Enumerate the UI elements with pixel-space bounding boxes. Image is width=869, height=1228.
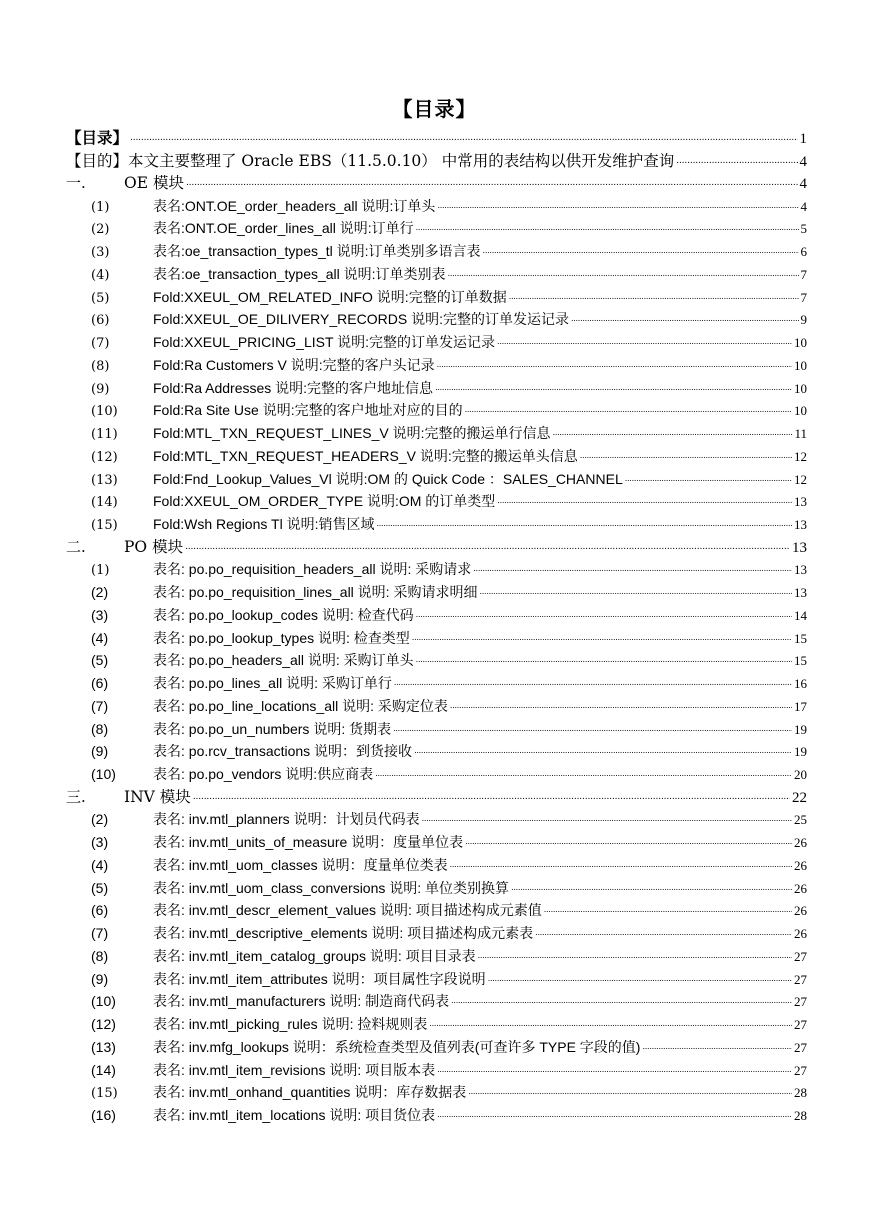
- toc-entry-number: (9): [91, 743, 109, 760]
- page-title: 【目录】: [392, 97, 477, 121]
- toc-entry-number: (4): [91, 856, 109, 873]
- toc-page-number: 16: [794, 676, 807, 691]
- toc-dot-leader: [483, 248, 799, 254]
- toc-dot-leader: [450, 862, 792, 868]
- toc-page-number: 19: [794, 744, 807, 760]
- toc-page-number: 25: [794, 812, 807, 828]
- toc-entry-number: (8): [91, 947, 109, 964]
- toc-page-number: 13: [794, 585, 807, 600]
- toc-entry-label: 表名: po.po_lines_all 说明: 采购订单行: [153, 675, 392, 691]
- toc-page-number: 5: [800, 221, 807, 237]
- toc-entry-label: 表名: po.po_un_numbers 说明: 货期表: [153, 720, 392, 737]
- toc-subentry[interactable]: [66, 627, 807, 650]
- toc-page-number: 28: [794, 1085, 807, 1101]
- toc-subentry[interactable]: [66, 968, 807, 991]
- toc-subentry[interactable]: [66, 695, 807, 718]
- toc-dot-leader: [448, 271, 799, 277]
- toc-page-number: 19: [794, 721, 807, 737]
- toc-entry-number: (2): [91, 222, 110, 238]
- toc-entry-number: (2): [91, 584, 109, 600]
- toc-page-number: 10: [794, 403, 807, 419]
- toc-dot-leader: [465, 839, 792, 845]
- toc-page-number: 6: [800, 244, 807, 259]
- toc-entry-label: 表名:oe_transaction_types_all 说明:订单类别表: [153, 265, 446, 282]
- toc-dot-leader: [437, 362, 792, 368]
- toc-dot-leader: [511, 885, 792, 891]
- toc-subentry[interactable]: [66, 604, 807, 627]
- toc-entry-number: (6): [91, 313, 110, 329]
- toc-dot-leader: [478, 953, 792, 959]
- toc-entry-label: 表名: po.po_lookup_codes 说明: 检查代码: [153, 606, 414, 623]
- toc-subentry[interactable]: [66, 854, 807, 877]
- toc-entry-label: Fold:Ra Site Use 说明:完整的客户地址对应的目的: [153, 402, 463, 419]
- toc-page-number: 27: [794, 971, 807, 987]
- toc-dot-leader: [394, 680, 792, 686]
- toc-subentry[interactable]: [66, 1059, 807, 1082]
- toc-entry-label: 表名: inv.mtl_uom_class_conversions 说明: 单位类别换算: [153, 879, 510, 896]
- toc-entry-label: 表名: po.po_requisition_headers_all 说明: 采购请求: [153, 561, 472, 578]
- toc-entry-number: (9): [91, 970, 109, 987]
- toc-dot-leader: [676, 158, 797, 164]
- toc-subentry[interactable]: [66, 1036, 807, 1059]
- toc-entry-number: (3): [91, 834, 109, 850]
- toc-dot-leader: [580, 453, 792, 459]
- toc-subentry[interactable]: [66, 286, 807, 309]
- toc-entry-number: (8): [91, 358, 110, 374]
- toc-entry-label: 表名: po.rcv_transactions 说明：到货接收: [153, 743, 413, 760]
- toc-subentry[interactable]: [66, 240, 807, 263]
- toc-dot-leader: [437, 1067, 792, 1073]
- toc-subentry[interactable]: [66, 308, 807, 331]
- toc-page-number: 12: [794, 471, 807, 487]
- toc-subentry[interactable]: [66, 740, 807, 763]
- toc-subentry[interactable]: [66, 1104, 807, 1127]
- toc-entry-number: (5): [91, 652, 109, 669]
- toc-entry-label: 表名: inv.mtl_descr_element_values 说明: 项目描述构成元素值: [153, 902, 542, 919]
- toc-page-number: 28: [794, 1108, 807, 1123]
- toc-entry-label: Fold:MTL_TXN_REQUEST_HEADERS_V 说明:完整的搬运单头信息: [153, 447, 578, 464]
- toc-dot-leader: [571, 316, 799, 322]
- toc-page-number: 27: [794, 1017, 807, 1032]
- toc-entry-number: (4): [91, 629, 109, 646]
- toc-dot-leader: [393, 726, 792, 732]
- toc-subentry[interactable]: [66, 718, 807, 741]
- toc-dot-leader: [130, 135, 797, 141]
- toc-dot-leader: [553, 430, 793, 436]
- toc-subentry[interactable]: [66, 354, 807, 377]
- toc-entry-label: 表名: po.po_requisition_lines_all 说明: 采购请求明细: [153, 584, 478, 600]
- toc-section-entry[interactable]: [66, 536, 807, 559]
- toc-entry-number: (16): [91, 1107, 116, 1123]
- toc-subentry[interactable]: [66, 1081, 807, 1104]
- toc-dot-leader: [416, 225, 799, 231]
- toc-entry-label: INV 模块: [124, 787, 191, 806]
- toc-page-number: 4: [800, 198, 807, 214]
- toc-entry-number: (7): [91, 336, 110, 351]
- toc-entry-number: (8): [91, 720, 109, 737]
- toc-subentry[interactable]: [66, 945, 807, 968]
- toc-entry-label: 表名:oe_transaction_types_tl 说明:订单类别多语言表: [153, 243, 481, 259]
- toc-entry-number: (9): [91, 381, 110, 397]
- toc-page-number: 12: [794, 448, 807, 464]
- toc-entry-number: (14): [91, 1061, 116, 1078]
- toc-dot-leader: [422, 816, 792, 822]
- toc-dot-leader: [642, 1044, 792, 1050]
- toc-page-number: 7: [800, 289, 807, 305]
- toc-subentry[interactable]: [66, 672, 807, 695]
- toc-entry-number: (10): [91, 993, 116, 1010]
- toc-entry-label: 表名: po.po_lookup_types 说明: 检查类型: [153, 629, 410, 646]
- toc-entry-number: (10): [91, 404, 118, 420]
- toc-subentry[interactable]: [66, 808, 807, 831]
- toc-dot-leader: [473, 566, 792, 572]
- toc-page-number: 13: [794, 517, 807, 532]
- toc-entry-number: (3): [91, 245, 110, 260]
- toc-subentry[interactable]: [66, 763, 807, 786]
- toc-entry-label: 【目的】本文主要整理了 Oracle EBS（11.5.0.10） 中常用的表结构以供开发维护查询: [66, 151, 675, 170]
- toc-subentry[interactable]: [66, 445, 807, 468]
- toc-entry-number: (11): [91, 427, 118, 442]
- toc-subentry[interactable]: [66, 377, 807, 400]
- toc-entry-label: 表名: inv.mtl_item_revisions 说明: 项目版本表: [153, 1061, 436, 1078]
- toc-page-number: 15: [794, 653, 807, 669]
- toc-subentry[interactable]: [66, 831, 807, 854]
- toc-section-entry[interactable]: [66, 786, 807, 809]
- toc-subentry[interactable]: [66, 990, 807, 1013]
- toc-page-number: 15: [794, 630, 807, 646]
- toc-page-number: 27: [794, 1039, 807, 1055]
- toc-dot-leader: [437, 203, 798, 209]
- toc-page-number: 11: [794, 426, 807, 441]
- toc-entry-number: (6): [91, 675, 109, 691]
- toc-page-number: 13: [794, 562, 807, 578]
- toc-subentry[interactable]: [66, 649, 807, 672]
- toc-entry-label: 表名: inv.mfg_lookups 说明：系统检查类型及值列表(可查许多 TYPE 字段的值): [153, 1038, 641, 1055]
- toc-subentry[interactable]: [66, 490, 807, 513]
- toc-section-entry[interactable]: [66, 127, 807, 150]
- toc-subentry[interactable]: [66, 217, 807, 240]
- toc-dot-leader: [414, 748, 792, 754]
- toc-subentry[interactable]: [66, 263, 807, 286]
- toc-page-number: 4: [799, 176, 807, 192]
- toc-page-number: 10: [794, 380, 807, 396]
- toc-entry-number: (12): [91, 1016, 116, 1032]
- toc-dot-leader: [468, 1089, 792, 1095]
- toc-subentry[interactable]: [66, 899, 807, 922]
- toc-page-number: 26: [794, 903, 807, 919]
- toc-entry-number: 二.: [66, 537, 86, 556]
- toc-entry-label: PO 模块: [124, 537, 184, 556]
- toc-entry-label: 表名: inv.mtl_item_catalog_groups 说明: 项目目录表: [153, 947, 476, 964]
- toc-page-number: 26: [794, 926, 807, 941]
- toc-entry-label: OE 模块: [124, 174, 184, 192]
- toc-dot-leader: [451, 998, 792, 1004]
- toc-page-number: 20: [794, 767, 807, 782]
- toc-subentry[interactable]: [66, 399, 807, 422]
- toc-dot-leader: [450, 703, 792, 709]
- toc-entry-label: Fold:Ra Customers V 说明:完整的客户头记录: [153, 356, 435, 373]
- toc-subentry[interactable]: [66, 1013, 807, 1036]
- toc-entry-number: (4): [91, 267, 110, 283]
- toc-dot-leader: [479, 589, 792, 595]
- toc-entry-number: (14): [91, 495, 118, 511]
- toc-entry-label: 表名: inv.mtl_units_of_measure 说明：度量单位表: [153, 834, 464, 850]
- toc-entry-number: (7): [91, 925, 109, 941]
- toc-entry-number: (15): [91, 518, 118, 533]
- toc-subentry[interactable]: [66, 468, 807, 491]
- toc-subentry[interactable]: [66, 581, 807, 604]
- toc-entry-number: (6): [91, 902, 109, 919]
- toc-entry-label: 表名: inv.mtl_manufacturers 说明: 制造商代码表: [153, 993, 450, 1010]
- toc-entry-label: 表名: inv.mtl_picking_rules 说明: 捡料规则表: [153, 1016, 428, 1032]
- toc-entry-number: 一.: [66, 174, 86, 192]
- toc-page-number: 14: [794, 607, 807, 623]
- toc-entry-label: 【目录】: [66, 128, 129, 147]
- toc-entry-label: Fold:Ra Addresses 说明:完整的客户地址信息: [153, 379, 434, 396]
- table-of-contents: [66, 127, 807, 1127]
- toc-entry-label: 表名: inv.mtl_onhand_quantities 说明：库存数据表: [153, 1084, 467, 1101]
- toc-page-number: 1: [799, 131, 807, 147]
- toc-section-entry[interactable]: [66, 150, 807, 173]
- toc-dot-leader: [193, 794, 790, 800]
- toc-subentry[interactable]: [66, 331, 807, 354]
- toc-entry-label: 表名: inv.mtl_item_attributes 说明：项目属性字段说明: [153, 970, 486, 987]
- toc-entry-number: (12): [91, 449, 118, 465]
- toc-entry-number: (13): [91, 1038, 116, 1055]
- toc-dot-leader: [185, 544, 790, 550]
- toc-dot-leader: [376, 521, 792, 527]
- toc-entry-label: Fold:XXEUL_OM_ORDER_TYPE 说明:OM 的订单类型: [153, 493, 496, 510]
- toc-dot-leader: [497, 498, 792, 504]
- toc-entry-label: Fold:Fnd_Lookup_Values_Vl 说明:OM 的 Quick Code ：SALES_CHANNEL: [153, 470, 623, 487]
- toc-dot-leader: [437, 1112, 792, 1118]
- toc-subentry[interactable]: [66, 422, 807, 445]
- toc-entry-label: Fold:MTL_TXN_REQUEST_LINES_V 说明:完整的搬运单行信息: [153, 425, 551, 441]
- toc-page-number: 13: [794, 494, 807, 510]
- toc-entry-label: Fold:XXEUL_OM_RELATED_INFO 说明:完整的订单数据: [153, 288, 507, 305]
- toc-entry-number: (5): [91, 290, 110, 306]
- toc-entry-label: Fold:XXEUL_OE_DILIVERY_RECORDS 说明:完整的订单发运记录: [153, 311, 569, 328]
- toc-dot-leader: [535, 930, 792, 936]
- toc-page-number: 13: [792, 539, 807, 556]
- toc-page-number: 27: [794, 1062, 807, 1078]
- toc-dot-leader: [416, 612, 792, 618]
- toc-entry-number: (15): [91, 1086, 118, 1102]
- toc-dot-leader: [488, 976, 792, 982]
- toc-page-number: 9: [800, 312, 807, 328]
- toc-entry-label: 表名: inv.mtl_descriptive_elements 说明: 项目描述构成元素表: [153, 925, 534, 941]
- toc-entry-label: 表名: inv.mtl_planners 说明：计划员代码表: [153, 811, 420, 828]
- toc-entry-label: 表名: inv.mtl_item_locations 说明: 项目货位表: [153, 1107, 436, 1123]
- toc-dot-leader: [497, 339, 792, 345]
- toc-page-number: 26: [794, 857, 807, 873]
- toc-dot-leader: [186, 180, 798, 186]
- toc-entry-number: (2): [91, 811, 109, 828]
- toc-subentry[interactable]: [66, 922, 807, 945]
- toc-entry-number: (7): [91, 697, 109, 714]
- toc-dot-leader: [465, 407, 792, 413]
- toc-section-entry[interactable]: [66, 172, 807, 195]
- toc-entry-number: (5): [91, 879, 109, 896]
- toc-page-number: 17: [794, 698, 807, 714]
- toc-entry-label: 表名:ONT.OE_order_headers_all 说明:订单头: [153, 197, 436, 214]
- toc-subentry[interactable]: [66, 195, 807, 218]
- toc-page-number: 7: [800, 266, 807, 282]
- toc-entry-label: 表名: po.po_headers_all 说明: 采购订单头: [153, 652, 414, 669]
- toc-entry-label: Fold:Wsh Regions Tl 说明:销售区域: [153, 516, 375, 532]
- toc-dot-leader: [625, 476, 792, 482]
- toc-page-number: 22: [792, 789, 807, 806]
- toc-page-number: 27: [794, 948, 807, 964]
- toc-dot-leader: [375, 771, 792, 777]
- toc-entry-number: (13): [91, 472, 118, 488]
- toc-entry-number: (1): [91, 563, 110, 579]
- toc-dot-leader: [412, 635, 792, 641]
- toc-entry-label: 表名: po.po_vendors 说明:供应商表: [153, 766, 374, 782]
- toc-page-number: 26: [794, 880, 807, 896]
- toc-dot-leader: [509, 294, 799, 300]
- toc-page-number: 10: [794, 357, 807, 373]
- toc-entry-number: 三.: [66, 787, 86, 806]
- toc-page-number: 4: [799, 153, 807, 170]
- toc-page-number: 27: [794, 994, 807, 1010]
- toc-entry-label: 表名:ONT.OE_order_lines_all 说明:订单行: [153, 220, 414, 237]
- toc-entry-label: Fold:XXEUL_PRICING_LIST 说明:完整的订单发运记录: [153, 334, 496, 350]
- toc-entry-label: 表名: inv.mtl_uom_classes 说明：度量单位类表: [153, 856, 448, 873]
- toc-entry-label: 表名: po.po_line_locations_all 说明: 采购定位表: [153, 697, 448, 714]
- toc-dot-leader: [429, 1021, 792, 1027]
- toc-dot-leader: [544, 907, 792, 913]
- toc-page-number: 10: [794, 335, 807, 350]
- toc-entry-number: (10): [91, 766, 116, 782]
- toc-subentry[interactable]: [66, 877, 807, 900]
- toc-dot-leader: [416, 657, 792, 663]
- toc-dot-leader: [435, 385, 792, 391]
- toc-subentry[interactable]: [66, 558, 807, 581]
- toc-page-number: 26: [794, 835, 807, 850]
- toc-entry-number: (3): [91, 606, 109, 623]
- toc-entry-number: (1): [91, 199, 110, 215]
- toc-subentry[interactable]: [66, 513, 807, 536]
